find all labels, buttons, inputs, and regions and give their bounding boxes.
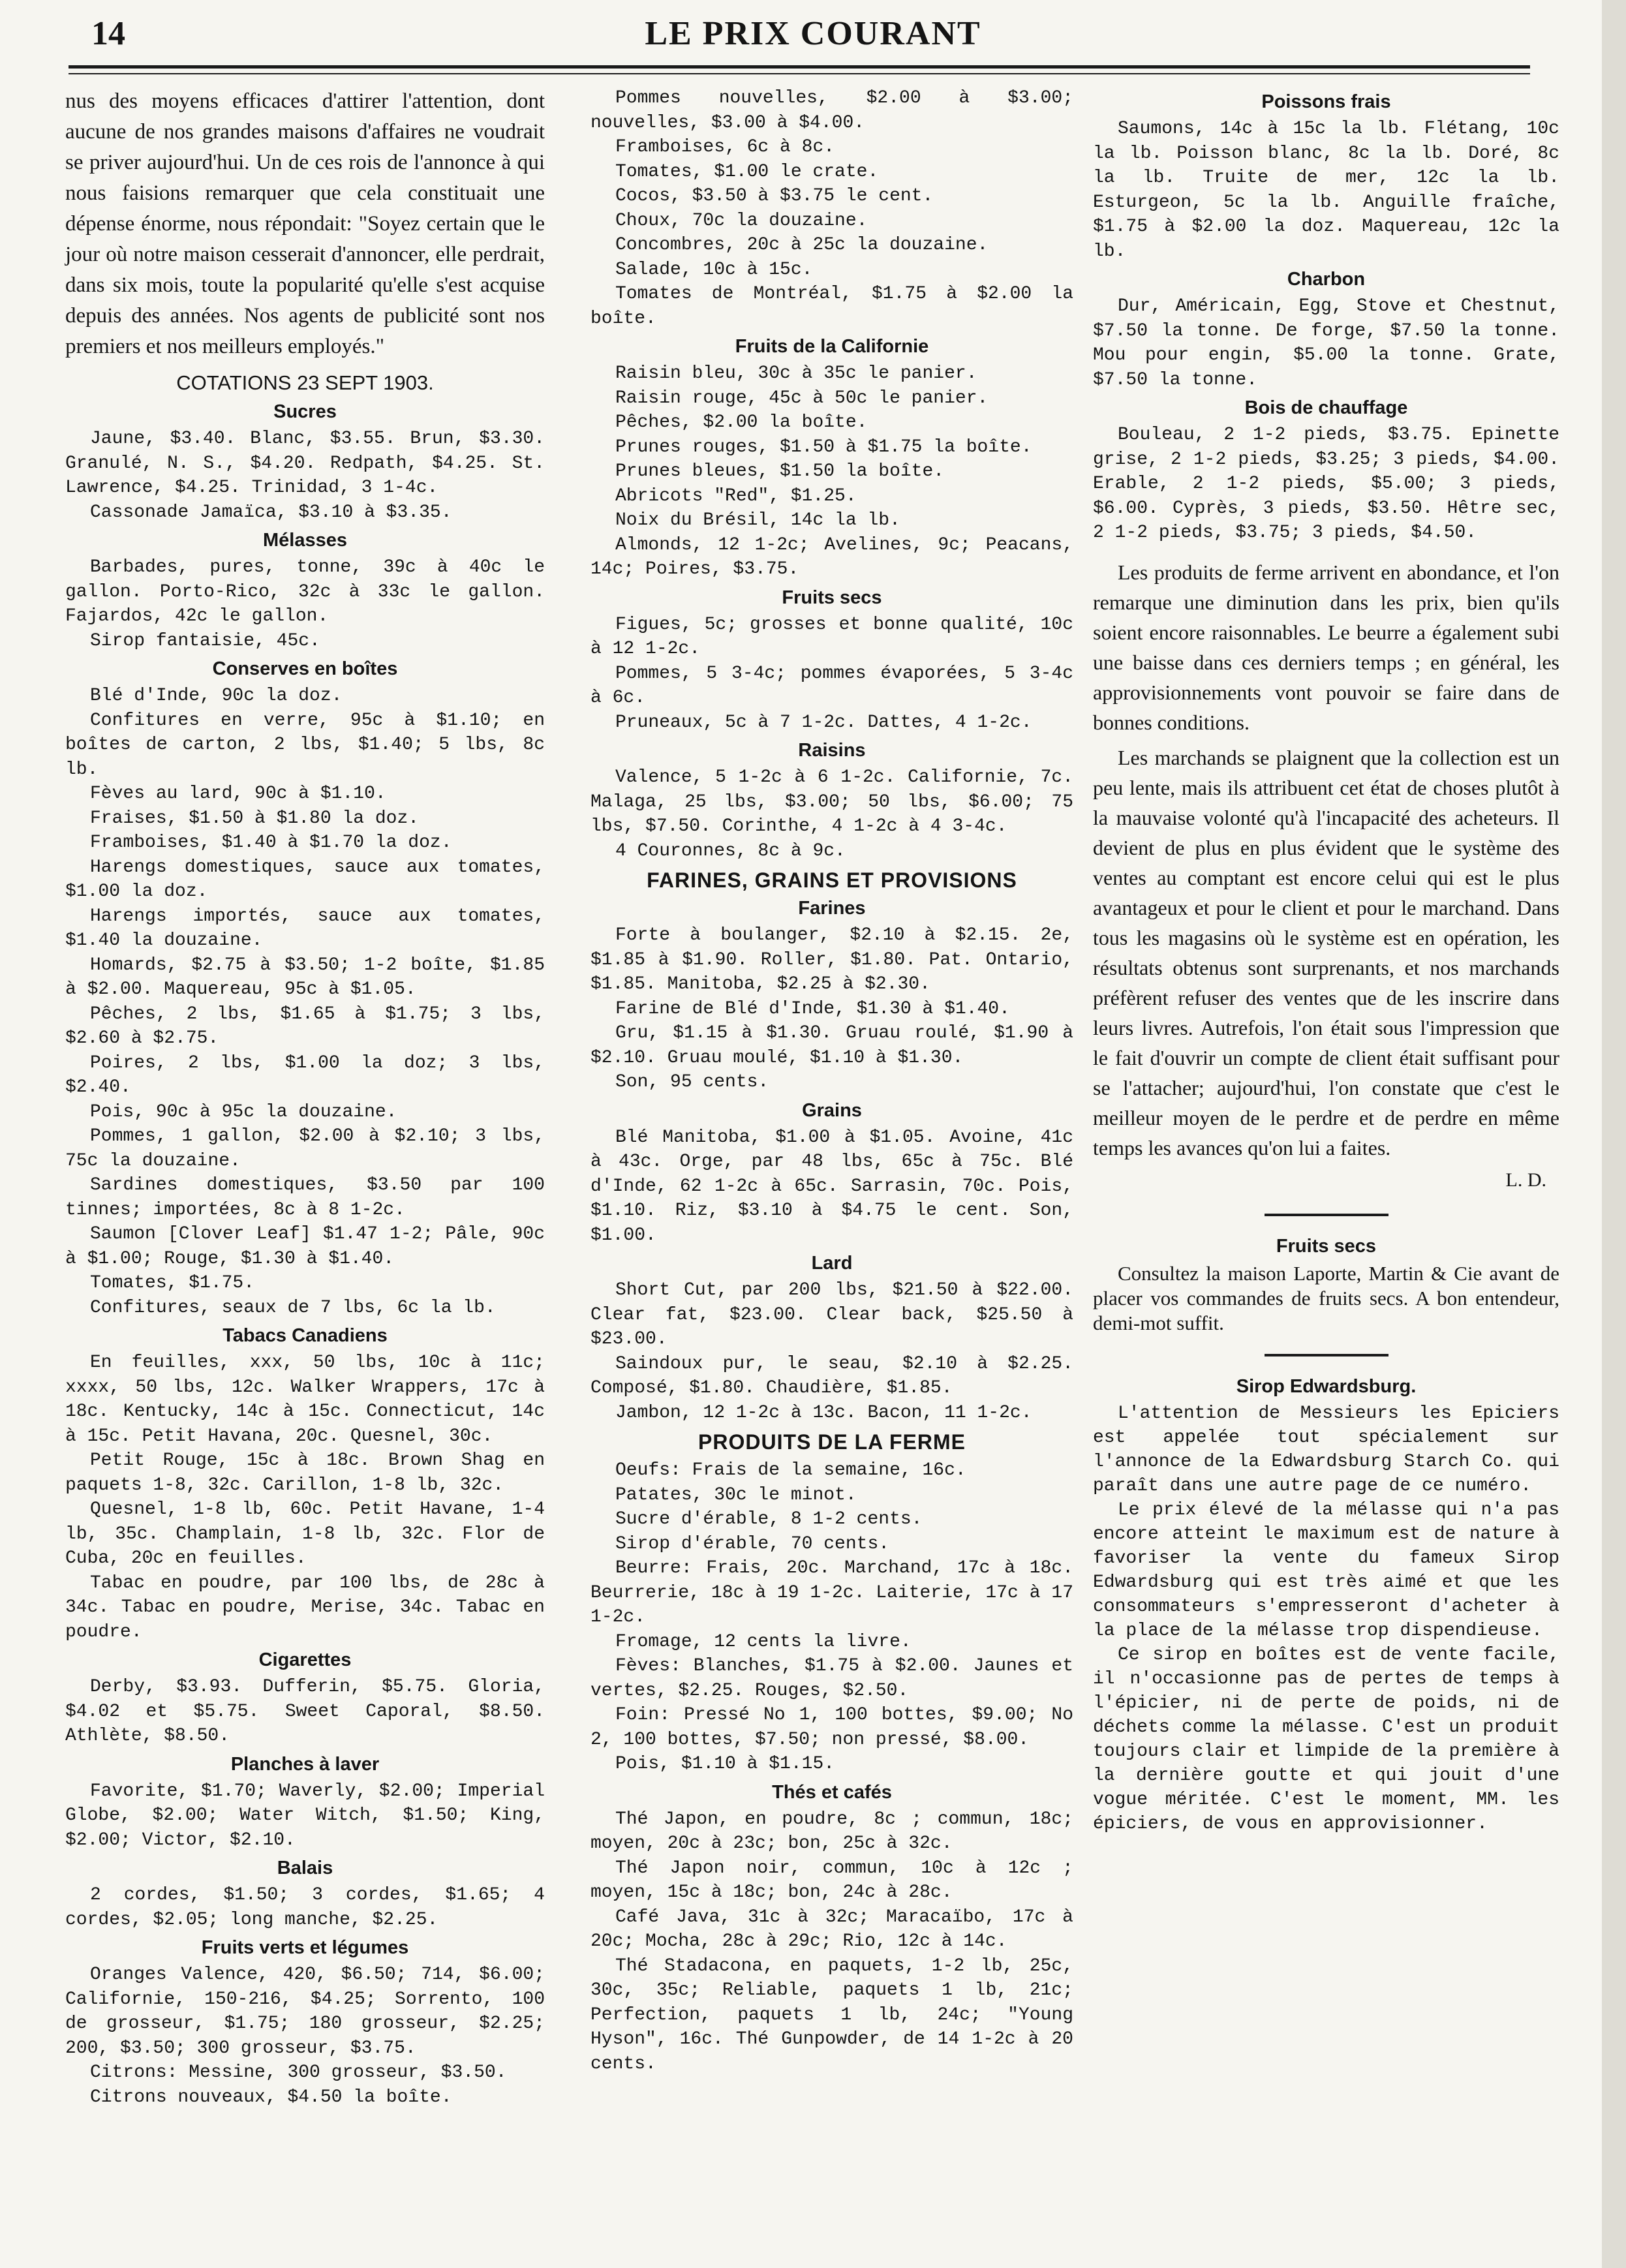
section-divider — [1265, 1214, 1388, 1216]
price-entry: Sucre d'érable, 8 1-2 cents. — [615, 1509, 923, 1529]
price-entry: Barbades, pures, tonne, 39c à 40c le gallon. Porto-Rico, 32c à 33c le gallon. Fajardos, 42c le gallon. — [65, 557, 545, 626]
col2-price-sections — [591, 86, 1073, 2076]
price-entry: Derby, $3.93. Dufferin, $5.75. Gloria, $4.02 et $5.75. Sweet Caporal, $8.50. Athlète, $8.50. — [65, 1677, 545, 1746]
price-entry: Blé d'Inde, 90c la doz. — [90, 686, 343, 706]
price-entry: Farine de Blé d'Inde, $1.30 à $1.40. — [615, 998, 1010, 1019]
price-entry: Fraises, $1.50 à $1.80 la doz. — [90, 808, 420, 829]
price-entry: Pêches, $2.00 la boîte. — [615, 412, 868, 433]
notice-fruits-secs: Consultez la maison Laporte, Martin & Cie avant de placer vos commandes de fruits secs. A bon entendeur, demi-mot suffit. — [1093, 1261, 1559, 1334]
header-rule — [69, 65, 1530, 69]
price-entry: Favorite, $1.70; Waverly, $2.00; Imperial Globe, $2.00; Water Witch, $1.50; King, $2.00; Victor, $2.10. — [65, 1781, 545, 1850]
sirop-paragraph: Ce sirop en boîtes est de vente facile, il n'occasionne pas de pertes de temps à l'épicier, ni de perte de poids, ni de déchets comme la mélasse. C'est un produit toujours clair et limpide de la première à la dernière goutte et qui jouit d'une vogue méritée. C'est le moment, MM. les épiciers, de vous en approvisionner. — [1093, 1644, 1559, 1834]
section-title: Sucres — [273, 401, 337, 422]
price-entry: Short Cut, par 200 lbs, $21.50 à $22.00. Clear fat, $23.00. Clear back, $25.50 à $23.00. — [591, 1280, 1073, 1349]
price-entry: Sardines domestiques, $3.50 par 100 tinnes; importées, 8c à 8 1-2c. — [65, 1175, 545, 1220]
price-entry: Pois, 90c à 95c la douzaine. — [90, 1101, 397, 1122]
price-entry: Almonds, 12 1-2c; Avelines, 9c; Peacans, 14c; Poires, $3.75. — [591, 534, 1073, 579]
price-entry: Jaune, $3.40. Blanc, $3.55. Brun, $3.30. Granulé, N. S., $4.20. Redpath, $4.25. St. Lawrence, $4.25. Trinidad, 3 1-4c. — [65, 429, 545, 498]
price-entry: Tabac en poudre, par 100 lbs, de 28c à 34c. Tabac en poudre, Merise, 34c. Tabac en poudre. — [65, 1572, 545, 1642]
section-title: FARINES, GRAINS ET PROVISIONS — [647, 868, 1017, 892]
section-title: Thés et cafés — [772, 1781, 892, 1803]
section-title: Grains — [802, 1099, 862, 1121]
price-entry: Sirop d'érable, 70 cents. — [615, 1533, 890, 1554]
price-entry: Harengs domestiques, sauce aux tomates, $1.00 la doz. — [65, 857, 545, 902]
price-entry: Quesnel, 1-8 lb, 60c. Petit Havane, 1-4 lb, 35c. Champlain, 1-8 lb, 32c. Flor de Cuba, 20c en feuilles. — [65, 1499, 545, 1569]
column-2 — [591, 86, 1073, 2076]
section-title: Fruits verts et légumes — [201, 1937, 409, 1958]
price-entry: Fèves au lard, 90c à $1.10. — [90, 784, 386, 804]
price-entry: Blé Manitoba, $1.00 à $1.05. Avoine, 41c à 43c. Orge, par 48 lbs, 65c à 75c. Blé d'Inde, 62 1-2c à 65c. Sarrasin, 70c. Pois, $1.10. Riz, $3.10 à $4.75 le cent. Son, $1.00. — [591, 1127, 1073, 1246]
price-entry: Pommes, 5 3-4c; pommes évaporées, 5 3-4c à 6c. — [591, 663, 1073, 708]
price-entry: Pommes, 1 gallon, $2.00 à $2.10; 3 lbs, 75c la douzaine. — [65, 1126, 545, 1171]
section-title: Mélasses — [263, 530, 347, 551]
section-title-sirop: Sirop Edwardsburg. — [1236, 1375, 1417, 1397]
price-entry: Beurre: Frais, 20c. Marchand, 17c à 18c. Beurrerie, 18c à 19 1-2c. Laiterie, 17c à 17 1-2c. — [591, 1558, 1073, 1627]
price-entry: Cassonade Jamaïca, $3.10 à $3.35. — [90, 502, 452, 523]
price-entry: Salade, 10c à 15c. — [615, 259, 813, 280]
price-entry: Café Java, 31c à 32c; Maracaïbo, 17c à 20c; Mocha, 28c à 29c; Rio, 12c à 14c. — [591, 1907, 1073, 1952]
price-entry: Fromage, 12 cents la livre. — [615, 1631, 912, 1652]
section-title: Raisins — [798, 740, 866, 761]
price-entry: 4 Couronnes, 8c à 9c. — [615, 840, 846, 861]
price-entry: En feuilles, xxx, 50 lbs, 10c à 11c; xxxx, 50 lbs, 12c. Walker Wrappers, 17c à 18c. Kentucky, 14c à 15c. Connecticut, 14c à 15c. Petit Havana, 20c. Quesnel, 30c. — [65, 1353, 545, 1447]
column-1 — [65, 86, 545, 2109]
article-signature: L. D. — [1505, 1169, 1546, 1191]
price-entry: Foin: Pressé No 1, 100 bottes, $9.00; No 2, 100 bottes, $7.50; non pressé, $8.00. — [591, 1705, 1073, 1750]
price-entry: Sirop fantaisie, 45c. — [90, 630, 320, 651]
section-title: PRODUITS DE LA FERME — [698, 1430, 966, 1454]
price-entry: Oeufs: Frais de la semaine, 16c. — [615, 1460, 966, 1480]
page-header — [0, 0, 1626, 98]
article-paragraph: Les marchands se plaignent que la collection est un peu lente, mais ils attribuent cet état de choses plutôt à la mauvaise volonté qu'à l'incapacité des acheteurs. Il devient de plus en plus évident que le système des ventes au comptant est encore celui qui est le plus avantageux et pour le client et pour le marchand. Dans tous les magasins où le système est en opération, les résultats obtenus sont surprenants, et nos marchands préfèrent refuser des ventes que de les inscrire dans leurs livres. Autrefois, l'on était sous l'impression que le fait d'ouvrir un compte de client était suffisant pour se l'attacher; aujourd'hui, l'on constate que c'est le meilleur moyen de le perdre et de perdre en même temps les avances qu'on lui a faites. — [1093, 745, 1559, 1159]
price-entry: Harengs importés, sauce aux tomates, $1.40 la douzaine. — [65, 906, 545, 951]
price-entry: Noix du Brésil, 14c la lb. — [615, 510, 900, 530]
section-title: Lard — [811, 1253, 853, 1274]
price-entry: Framboises, 6c à 8c. — [615, 137, 835, 157]
price-entry: Bouleau, 2 1-2 pieds, $3.75. Epinette grise, 2 1-2 pieds, $3.25; 3 pieds, $4.00. Erable, 2 1-2 pieds, $5.00; 3 pieds, $6.00. Cyprès, 3 pieds, $3.50. Hêtre sec, 2 1-2 pieds, $3.75; 3 pieds, $4.50. — [1093, 425, 1559, 543]
price-entry: Citrons: Messine, 300 grosseur, $3.50. — [90, 2062, 507, 2083]
price-entry: Thé Japon, en poudre, 8c ; commun, 18c; moyen, 20c à 23c; bon, 25c à 32c. — [591, 1809, 1073, 1854]
price-entry: Raisin rouge, 45c à 50c le panier. — [615, 388, 989, 408]
price-entry: 2 cordes, $1.50; 3 cordes, $1.65; 4 cordes, $2.05; long manche, $2.25. — [65, 1885, 545, 1930]
col1-price-sections — [65, 401, 545, 2109]
price-entry: Son, 95 cents. — [615, 1072, 769, 1092]
price-entry: Petit Rouge, 15c à 18c. Brown Shag en paquets 1-8, 32c. Carillon, 1-8 lb, 32c. — [65, 1450, 545, 1495]
price-entry: Thé Japon noir, commun, 10c à 12c ; moyen, 15c à 18c; bon, 24c à 28c. — [591, 1858, 1073, 1903]
price-entry: Fèves: Blanches, $1.75 à $2.00. Jaunes et vertes, $2.25. Rouges, $2.50. — [591, 1656, 1073, 1701]
price-entry: Cocos, $3.50 à $3.75 le cent. — [615, 186, 934, 206]
price-entry: Saumon [Clover Leaf] $1.47 1-2; Pâle, 90c à $1.00; Rouge, $1.30 à $1.40. — [65, 1224, 545, 1269]
article-paragraph: Les produits de ferme arrivent en abondance, et l'on remarque une diminution dans les prix, bien qu'ils soient encore raisonnables. Le beurre a également subi une baisse dans ces derniers temps ; en général, les approvisionnements vont pouvoir se faire dans de bonnes conditions. — [1093, 560, 1559, 734]
price-entry: Poires, 2 lbs, $1.00 la doz; 3 lbs, $2.40. — [65, 1052, 545, 1097]
section-title: Charbon — [1287, 269, 1366, 290]
section-title: Balais — [277, 1858, 333, 1878]
section-title-fruits-secs: Fruits secs — [1276, 1235, 1377, 1257]
sirop-paragraph: L'attention de Messieurs les Epiciers est appelée tout spécialement sur l'annonce de la Edwardsburg Starch Co. qui paraît dans une autre page de ce numéro. — [1093, 1403, 1559, 1496]
price-entry: Forte à boulanger, $2.10 à $2.15. 2e, $1.85 à $1.90. Roller, $1.80. Pat. Ontario, $1.85. Manitoba, $2.25 à $2.30. — [591, 925, 1073, 994]
section-title: Fruits de la Californie — [735, 336, 929, 357]
price-entry: Citrons nouveaux, $4.50 la boîte. — [90, 2087, 452, 2107]
price-entry: Choux, 70c la douzaine. — [615, 210, 868, 231]
price-entry: Homards, $2.75 à $3.50; 1-2 boîte, $1.85 à $2.00. Maquereau, 95c à $1.05. — [65, 955, 545, 1000]
price-entry: Valence, 5 1-2c à 6 1-2c. Californie, 7c. Malaga, 25 lbs, $3.00; 50 lbs, $6.00; 75 lbs, $7.50. Corinthe, 4 1-2c à 4 3-4c. — [591, 767, 1073, 836]
page-number: 14 — [91, 15, 125, 52]
section-title: Cigarettes — [258, 1649, 352, 1670]
journal-title: LE PRIX COURANT — [645, 15, 981, 52]
col3-price-sections — [1093, 91, 1559, 545]
price-entry: Framboises, $1.40 à $1.70 la doz. — [90, 833, 452, 853]
price-entry: Thé Stadacona, en paquets, 1-2 lb, 25c, 30c, 35c; Reliable, paquets 1 lb, 21c; Perfection, paquets 1 lb, 24c; "Young Hyson", 16c. Thé Gunpowder, de 14 1-2c à 20 cents. — [591, 1955, 1073, 2074]
section-title: Farines — [798, 898, 866, 919]
price-entry: Saindoux pur, le seau, $2.10 à $2.25. Composé, $1.80. Chaudière, $1.85. — [591, 1353, 1073, 1398]
price-entry: Tomates, $1.00 le crate. — [615, 161, 879, 182]
price-entry: Saumons, 14c à 15c la lb. Flétang, 10c la lb. Poisson blanc, 8c la lb. Doré, 8c la lb. Truite de mer, 12c la lb. Esturgeon, 5c la lb. Anguille fraîche, $1.75 à $2.00 la doz. Maquereau, 12c la lb. — [1093, 119, 1559, 262]
section-divider — [1265, 1354, 1388, 1356]
price-entry: Dur, Américain, Egg, Stove et Chestnut, $7.50 la tonne. De forge, $7.50 la tonne. Mou pour engin, $5.00 la tonne. Grate, $7.50 la tonne. — [1093, 296, 1559, 390]
intro-paragraph: nus des moyens efficaces d'attirer l'attention, dont aucune de nos grandes maisons d'affaires ne voudrait se priver aujourd'hui. Un de ces rois de l'annonce à qui nous faisions remarquer que cela constituait une dépense énorme, nous répondait: "Soyez certain que le jour où notre maison cesserait d'annoncer, elle perdrait, dans six mois, toute la popularité qu'elle s'est acquise depuis des années. Nos agents de publicité sont nos premiers et nos meilleurs employés." — [65, 89, 545, 358]
header-rule-thin — [69, 73, 1530, 74]
column-3 — [1093, 86, 1559, 1836]
price-entry: Pruneaux, 5c à 7 1-2c. Dattes, 4 1-2c. — [615, 712, 1032, 733]
price-entry: Concombres, 20c à 25c la douzaine. — [615, 235, 989, 255]
price-entry: Abricots "Red", $1.25. — [615, 485, 857, 506]
price-entry: Oranges Valence, 420, $6.50; 714, $6.00; Californie, 150-216, $4.25; Sorrento, 100 de grosseur, $1.75; 180 grosseur, $2.25; 200, $3.50; 300 grosseur, $3.75. — [65, 1965, 545, 2059]
price-entry: Jambon, 12 1-2c à 13c. Bacon, 11 1-2c. — [615, 1402, 1032, 1423]
price-entry: Pommes nouvelles, $2.00 à $3.00; nouvelles, $3.00 à $4.00. — [591, 88, 1073, 133]
section-title: Bois de chauffage — [1244, 397, 1408, 418]
price-entry: Prunes bleues, $1.50 la boîte. — [615, 461, 945, 482]
price-entry: Gru, $1.15 à $1.30. Gruau roulé, $1.90 à $2.10. Gruau moulé, $1.10 à $1.30. — [591, 1023, 1073, 1068]
price-entry: Confitures, seaux de 7 lbs, 6c la lb. — [90, 1297, 496, 1318]
price-entry: Pêches, 2 lbs, $1.65 à $1.75; 3 lbs, $2.60 à $2.75. — [65, 1004, 545, 1049]
price-entry: Confitures en verre, 95c à $1.10; en boîtes de carton, 2 lbs, $1.40; 5 lbs, 8c lb. — [65, 710, 545, 780]
price-entry: Raisin bleu, 30c à 35c le panier. — [615, 363, 977, 384]
section-title: Fruits secs — [782, 587, 882, 608]
section-title: Poissons frais — [1261, 91, 1391, 112]
page-edge — [1602, 0, 1626, 2268]
price-entry: Tomates, $1.75. — [90, 1273, 255, 1293]
section-title: Conserves en boîtes — [212, 658, 398, 679]
section-title: Planches à laver — [230, 1753, 380, 1775]
price-entry: Figues, 5c; grosses et bonne qualité, 10c à 12 1-2c. — [591, 614, 1073, 659]
price-entry: Tomates de Montréal, $1.75 à $2.00 la boîte. — [591, 284, 1073, 329]
cotations-heading: COTATIONS 23 SEPT 1903. — [176, 371, 434, 394]
price-entry: Pois, $1.10 à $1.15. — [615, 1754, 835, 1774]
price-entry: Patates, 30c le minot. — [615, 1484, 857, 1505]
price-entry: Prunes rouges, $1.50 à $1.75 la boîte. — [615, 437, 1032, 457]
sirop-paragraph: Le prix élevé de la mélasse qui n'a pas encore atteint le maximum est de nature à favoriser la vente du fameux Sirop Edwardsburg qui est très aimé et que les consommateurs s'empresseront d'acheter à la place de la mélasse trop dispendieuse. — [1093, 1499, 1559, 1641]
section-title: Tabacs Canadiens — [222, 1325, 388, 1346]
